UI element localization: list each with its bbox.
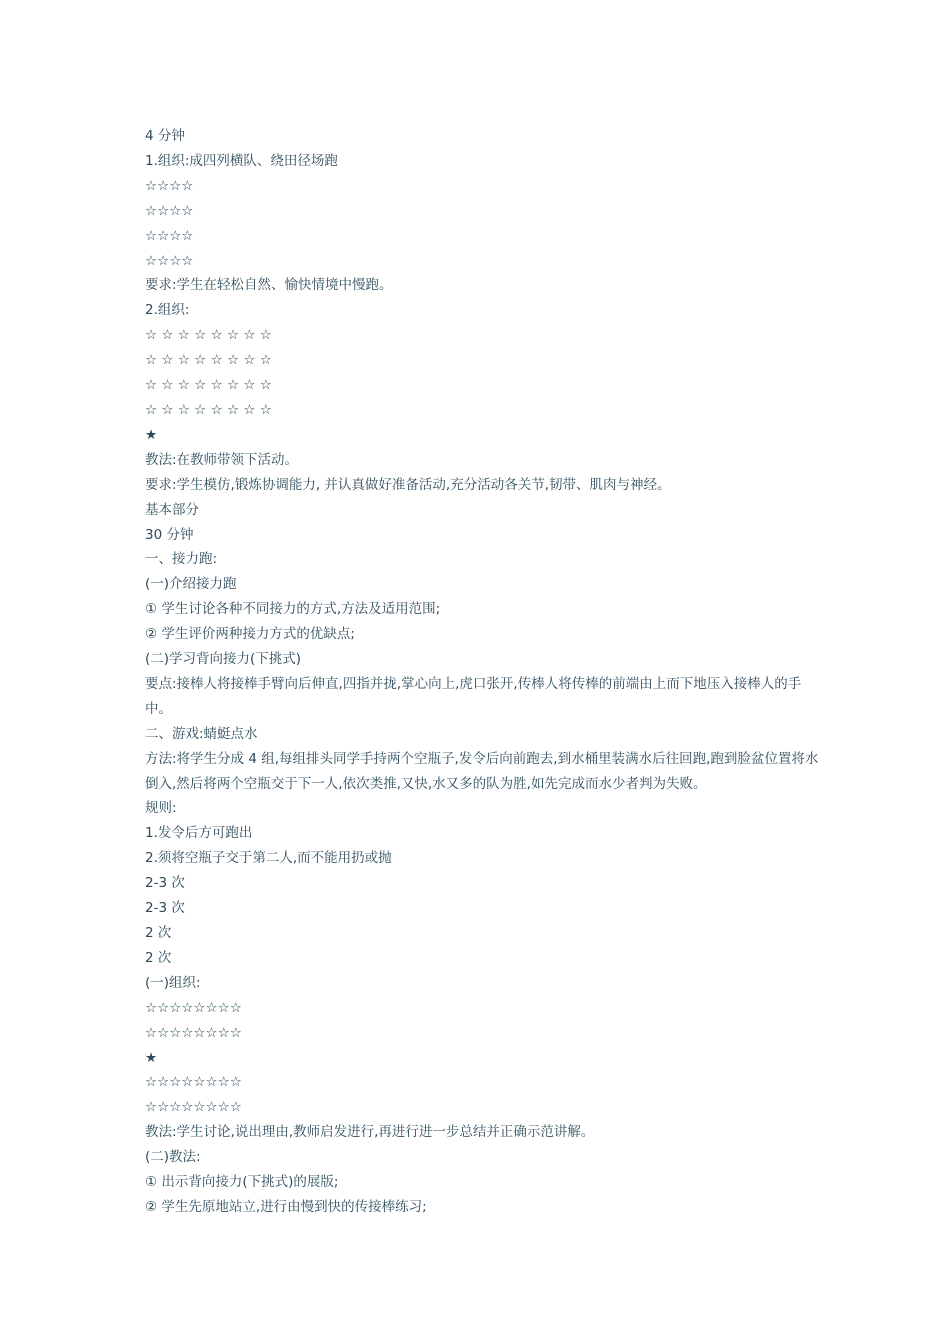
- list-item: ① 学生讨论各种不同接力的方式,方法及适用范围;: [145, 601, 441, 618]
- list-item: 1.发令后方可跑出: [145, 825, 253, 842]
- repetition-count: 2 次: [145, 949, 172, 966]
- paragraph: 2.组织:: [145, 302, 190, 319]
- section-heading: 基本部分: [145, 501, 199, 518]
- section-heading: 二、游戏:蜻蜓点水: [145, 725, 258, 742]
- list-item: ① 出示背向接力(下挑式)的展版;: [145, 1174, 339, 1191]
- formation-row: ☆ ☆ ☆ ☆ ☆ ☆ ☆ ☆: [145, 401, 272, 418]
- formation-row: ☆☆☆☆: [145, 252, 194, 269]
- section-heading: 一、接力跑:: [145, 551, 218, 568]
- paragraph: 教法:学生讨论,说出理由,教师启发进行,再进行进一步总结并正确示范讲解。: [145, 1124, 595, 1141]
- paragraph: 要求:学生模仿,锻炼协调能力, 并认真做好准备活动,充分活动各关节,韧带、肌肉与神经。: [145, 476, 671, 493]
- paragraph: (一)组织:: [145, 974, 201, 991]
- paragraph: 方法:将学生分成 4 组,每组排头同学手持两个空瓶子,发令后向前跑去,到水桶里装满水后往回跑,跑到脸盆位置将水倒入,然后将两个空瓶交于下一人,依次类推,又快,水又多的队为胜,如先完成而水少者判为失败。: [145, 750, 819, 792]
- formation-row: ☆ ☆ ☆ ☆ ☆ ☆ ☆ ☆: [145, 377, 272, 394]
- formation-row: ☆☆☆☆☆☆☆☆: [145, 1024, 242, 1041]
- formation-row: ☆ ☆ ☆ ☆ ☆ ☆ ☆ ☆: [145, 352, 272, 369]
- formation-row: ☆ ☆ ☆ ☆ ☆ ☆ ☆ ☆: [145, 327, 272, 344]
- teacher-marker: ★: [145, 426, 158, 443]
- paragraph: 要点:接棒人将接棒手臂向后伸直,四指并拢,掌心向上,虎口张开,传棒人将传棒的前端由上而下地压入接棒人的手中。: [145, 675, 802, 717]
- formation-row: ☆☆☆☆☆☆☆☆: [145, 999, 242, 1016]
- paragraph: 规则:: [145, 800, 177, 817]
- list-item: ② 学生先原地站立,进行由慢到快的传接棒练习;: [145, 1198, 427, 1215]
- paragraph: 教法:在教师带领下活动。: [145, 451, 299, 468]
- duration-text: 4 分钟: [145, 128, 185, 144]
- list-item: ② 学生评价两种接力方式的优缺点;: [145, 626, 355, 643]
- paragraph: (一)介绍接力跑: [145, 576, 237, 593]
- formation-row: ☆☆☆☆☆☆☆☆: [145, 1099, 242, 1116]
- teacher-marker: ★: [145, 1049, 158, 1066]
- formation-row: ☆☆☆☆: [145, 202, 194, 219]
- list-item: 2.须将空瓶子交于第二人,而不能用扔或抛: [145, 850, 392, 867]
- repetition-count: 2-3 次: [145, 875, 185, 892]
- formation-row: ☆☆☆☆: [145, 177, 194, 194]
- paragraph: (二)学习背向接力(下挑式): [145, 651, 302, 668]
- paragraph: 1.组织:成四列横队、绕田径场跑: [145, 152, 338, 169]
- formation-row: ☆☆☆☆: [145, 227, 194, 244]
- repetition-count: 2 次: [145, 925, 172, 941]
- duration-text: 30 分钟: [145, 526, 194, 543]
- paragraph: (二)教法:: [145, 1149, 201, 1166]
- formation-row: ☆☆☆☆☆☆☆☆: [145, 1074, 242, 1091]
- repetition-count: 2-3 次: [145, 900, 185, 917]
- document-body: [145, 124, 825, 1220]
- paragraph: 要求:学生在轻松自然、愉快情境中慢跑。: [145, 277, 393, 294]
